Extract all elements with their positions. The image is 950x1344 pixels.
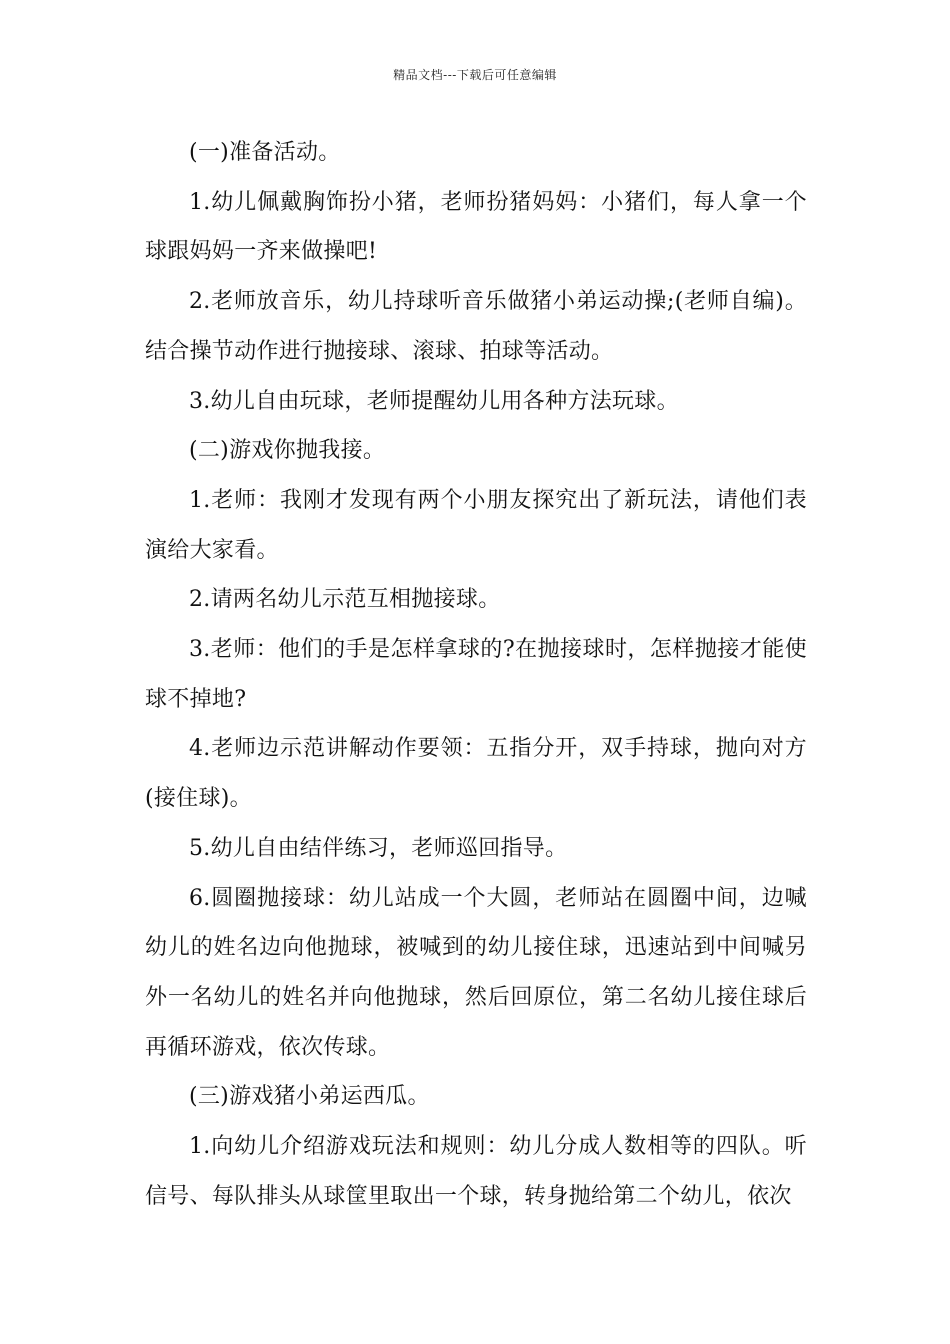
section-heading-watermelon-game: (三)游戏猪小弟运西瓜。: [189, 1084, 430, 1110]
paragraph: 5.幼儿自由结伴练习，老师巡回指导。: [189, 835, 568, 861]
paragraph: 4.老师边示范讲解动作要领：五指分开，双手持球，抛向对方(接住球)。: [145, 736, 807, 812]
paragraph: 2.老师放音乐，幼儿持球听音乐做猪小弟运动操;(老师自编)。结合操节动作进行抛接球、滚球、拍球等活动。: [145, 289, 807, 364]
paragraph: 1.幼儿佩戴胸饰扮小猪，老师扮猪妈妈：小猪们，每人拿一个球跟妈妈一齐来做操吧!: [145, 189, 807, 265]
paragraph: 1.老师：我刚才发现有两个小朋友探究出了新玩法，请他们表演给大家看。: [145, 487, 807, 563]
document-body: [145, 128, 807, 1221]
section-heading-throw-catch-game: (二)游戏你抛我接。: [189, 438, 386, 464]
page-header: 精品文档---下载后可任意编辑: [393, 68, 557, 82]
paragraph: 6.圆圈抛接球：幼儿站成一个大圆，老师站在圆圈中间，边喊幼儿的姓名边向他抛球，被喊到的幼儿接住球，迅速站到中间喊另外一名幼儿的姓名并向他抛球，然后回原位，第二名幼儿接住球后再循环游戏，依次传球。: [145, 885, 807, 1060]
paragraph: 3.老师：他们的手是怎样拿球的?在抛接球时，怎样抛接才能使球不掉地?: [145, 637, 807, 712]
section-heading-preparation: (一)准备活动。: [189, 140, 341, 165]
paragraph: 2.请两名幼儿示范互相抛接球。: [189, 587, 501, 613]
paragraph: 1.向幼儿介绍游戏玩法和规则：幼儿分成人数相等的四队。听信号、每队排头从球筐里取出一个球，转身抛给第二个幼儿，依次: [145, 1134, 807, 1209]
paragraph: 3.幼儿自由玩球，老师提醒幼儿用各种方法玩球。: [189, 388, 679, 414]
